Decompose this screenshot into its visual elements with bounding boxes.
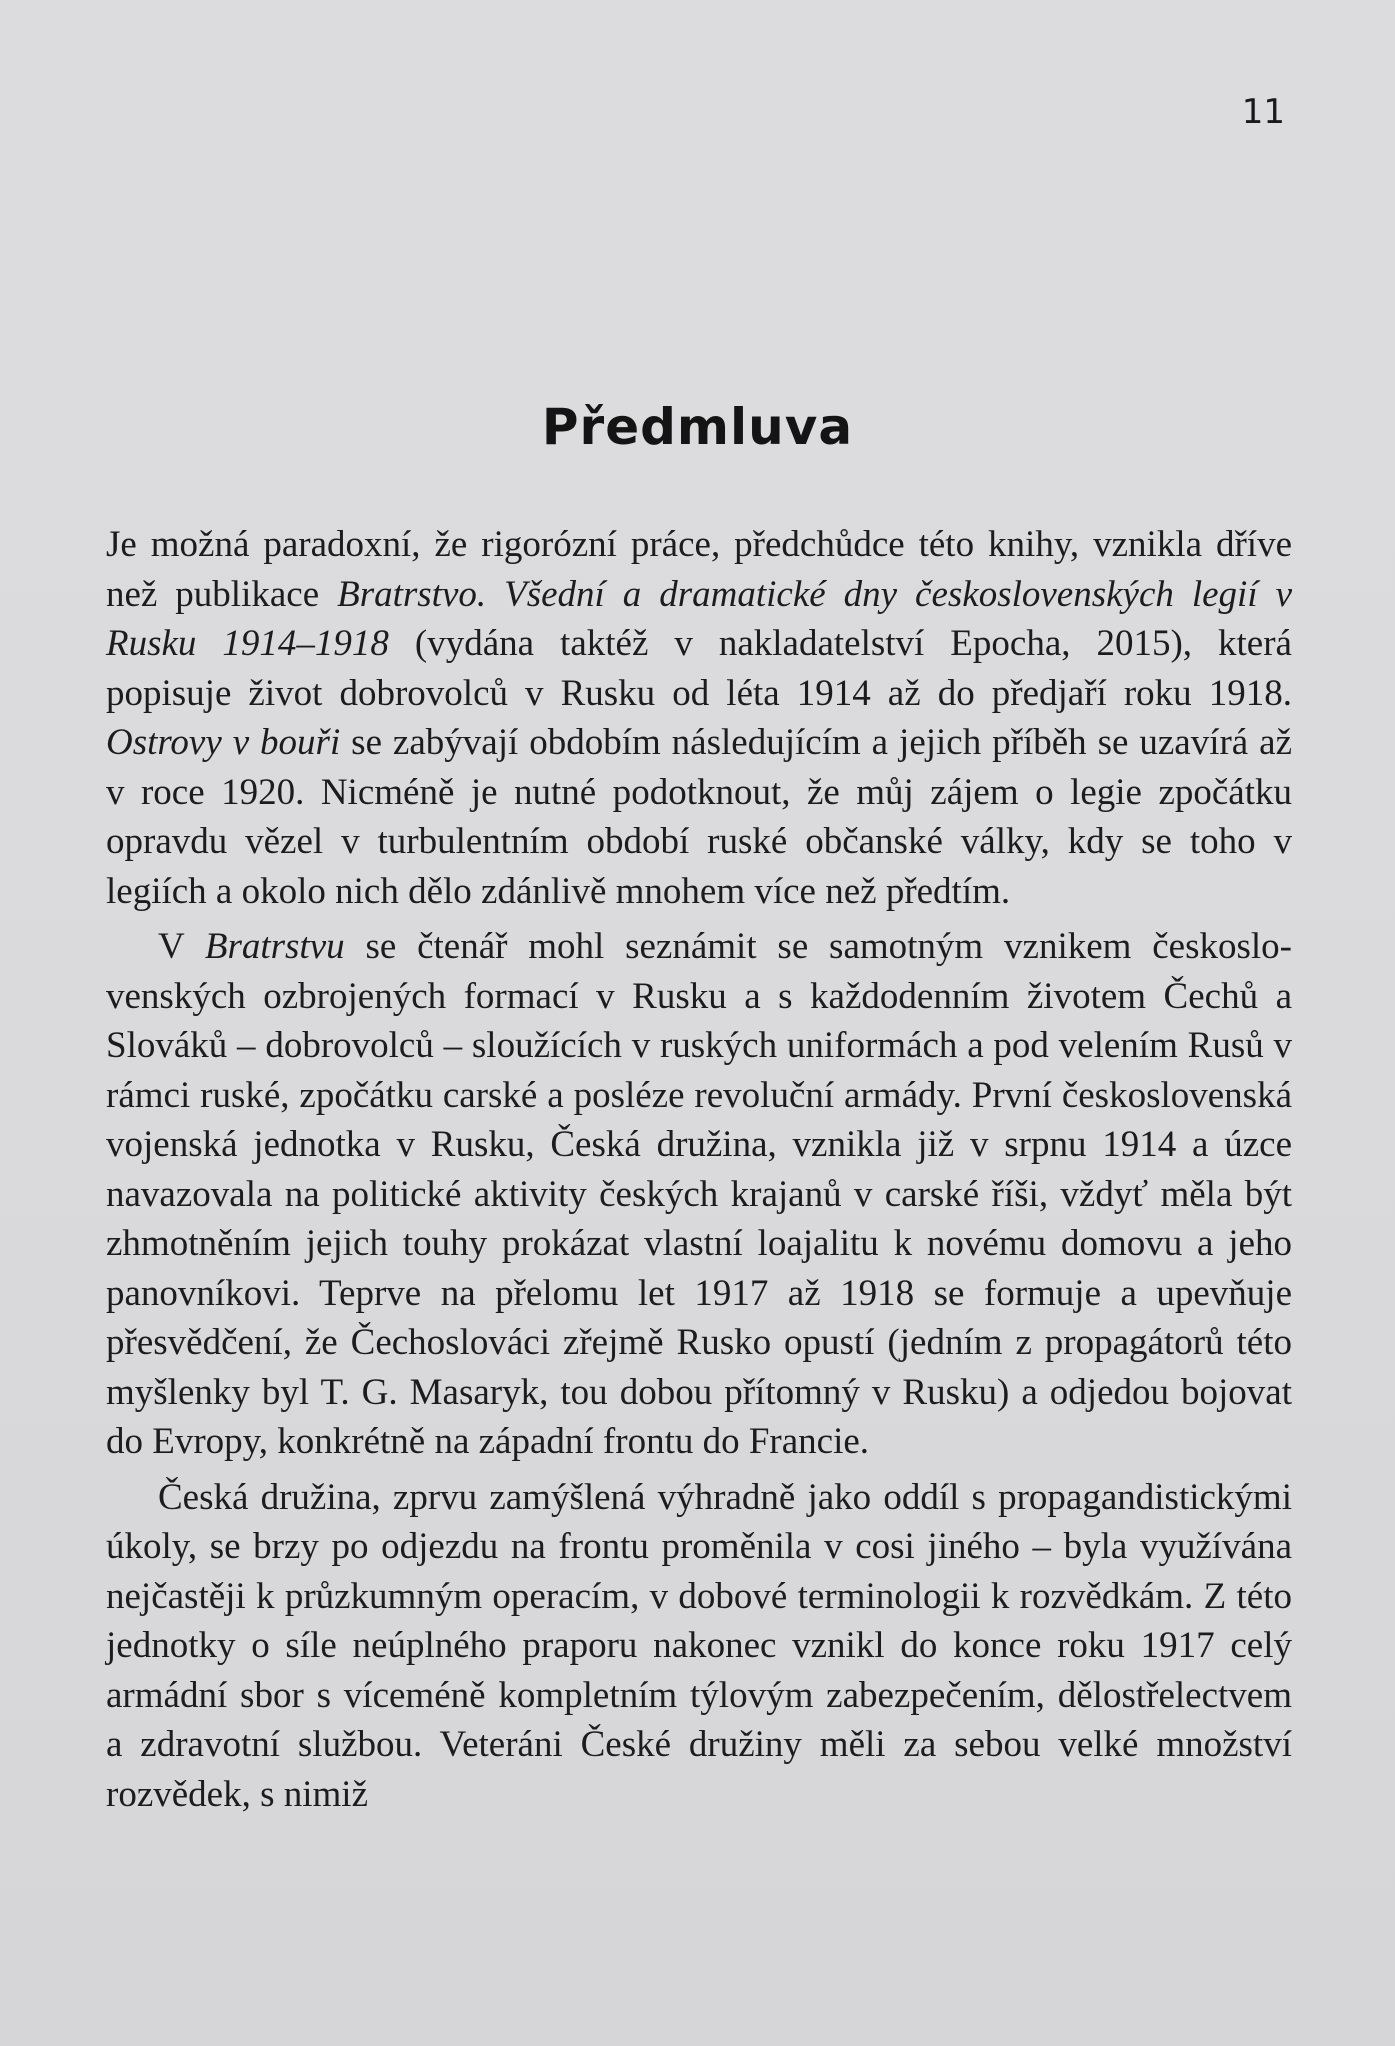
paragraph-2 <box>106 922 1292 1467</box>
book-title-bratrstvu: Bratrstvu <box>204 926 345 967</box>
paragraph-3-text: Česká družina, zprvu zamýšlená výhradně jako oddíl s propagandistickými úkoly, se brzy po odjezdu na frontu proměnila v cosi jiného – byla využívána nejčastěji k průzkumným operacím, v dobové terminologii k rozvědkám. Z této jednotky o síle neúplného praporu nakonec vznikl do konce roku 1917 celý armádní sbor s víceméně kompletním týlovým zabezpečením, dělostřelectvem a zdravotní službou. Veteráni České družiny měli za sebou velké množství rozvědek, s nimiž <box>106 1476 1292 1815</box>
paragraph-2-text-b: se čtenář mohl seznámit se samotným vznikem československých ozbrojených formací v Rusku a s každodenním životem Čechů a Slováků – dobrovolců – sloužících v ruských uniformách a pod velením Rusů v rámci ruské, zpočátku carské a posléze revoluční armády. První československá vojenská jednotka v Rusku, Česká družina, vznikla již v srpnu 1914 a úzce navazovala na politické aktivity českých krajanů v carské říši, vždyť měla být zhmotněním jejich touhy prokázat vlastní loajalitu k novému domovu a jeho panovníkovi. Teprve na přelomu let 1917 až 1918 se formuje a upevňuje přesvědčení, že Čechoslováci zřejmě Rusko opustí (jedním z propagátorů této myšlenky byl T. G. Masaryk, tou dobou přítomný v Rusku) a odjedou bojovat do Evropy, konkrétně na západní frontu do Francie. <box>106 926 1292 1462</box>
book-title-bratrstvo: Bratrstvo. Všední a dramatické dny československých legií v Rusku 1914–1918 <box>106 573 1293 664</box>
paragraph-1-text-a: Je možná paradoxní, že rigorózní práce, předchůdce této knihy, vznikla dříve než publikace <box>106 524 1292 615</box>
paragraph-1 <box>106 520 1292 916</box>
paragraph-2-text-a: V <box>158 926 205 967</box>
paragraph-3 <box>106 1473 1292 1820</box>
body-text <box>106 520 1292 1825</box>
page-number: 11 <box>1241 92 1285 132</box>
chapter-title: Předmluva <box>541 398 854 456</box>
paragraph-1-text-b: (vydána taktéž v nakladatelství Epocha, 2015), která popisuje život dobrovolců v Rusku od léta 1914 až do předjaří roku 1918. <box>106 623 1292 714</box>
paragraph-1-text-c: se zabývají obdobím následujícím a jejich příběh se uzavírá až v roce 1920. Nicméně je nutné podotknout, že můj zájem o legie zpočátku opravdu vězel v turbulentním období ruské občanské války, kdy se toho v legiích a okolo nich dělo zdánlivě mnohem více než předtím. <box>106 722 1293 912</box>
book-title-ostrovy: Ostrovy v bouři <box>106 722 341 763</box>
